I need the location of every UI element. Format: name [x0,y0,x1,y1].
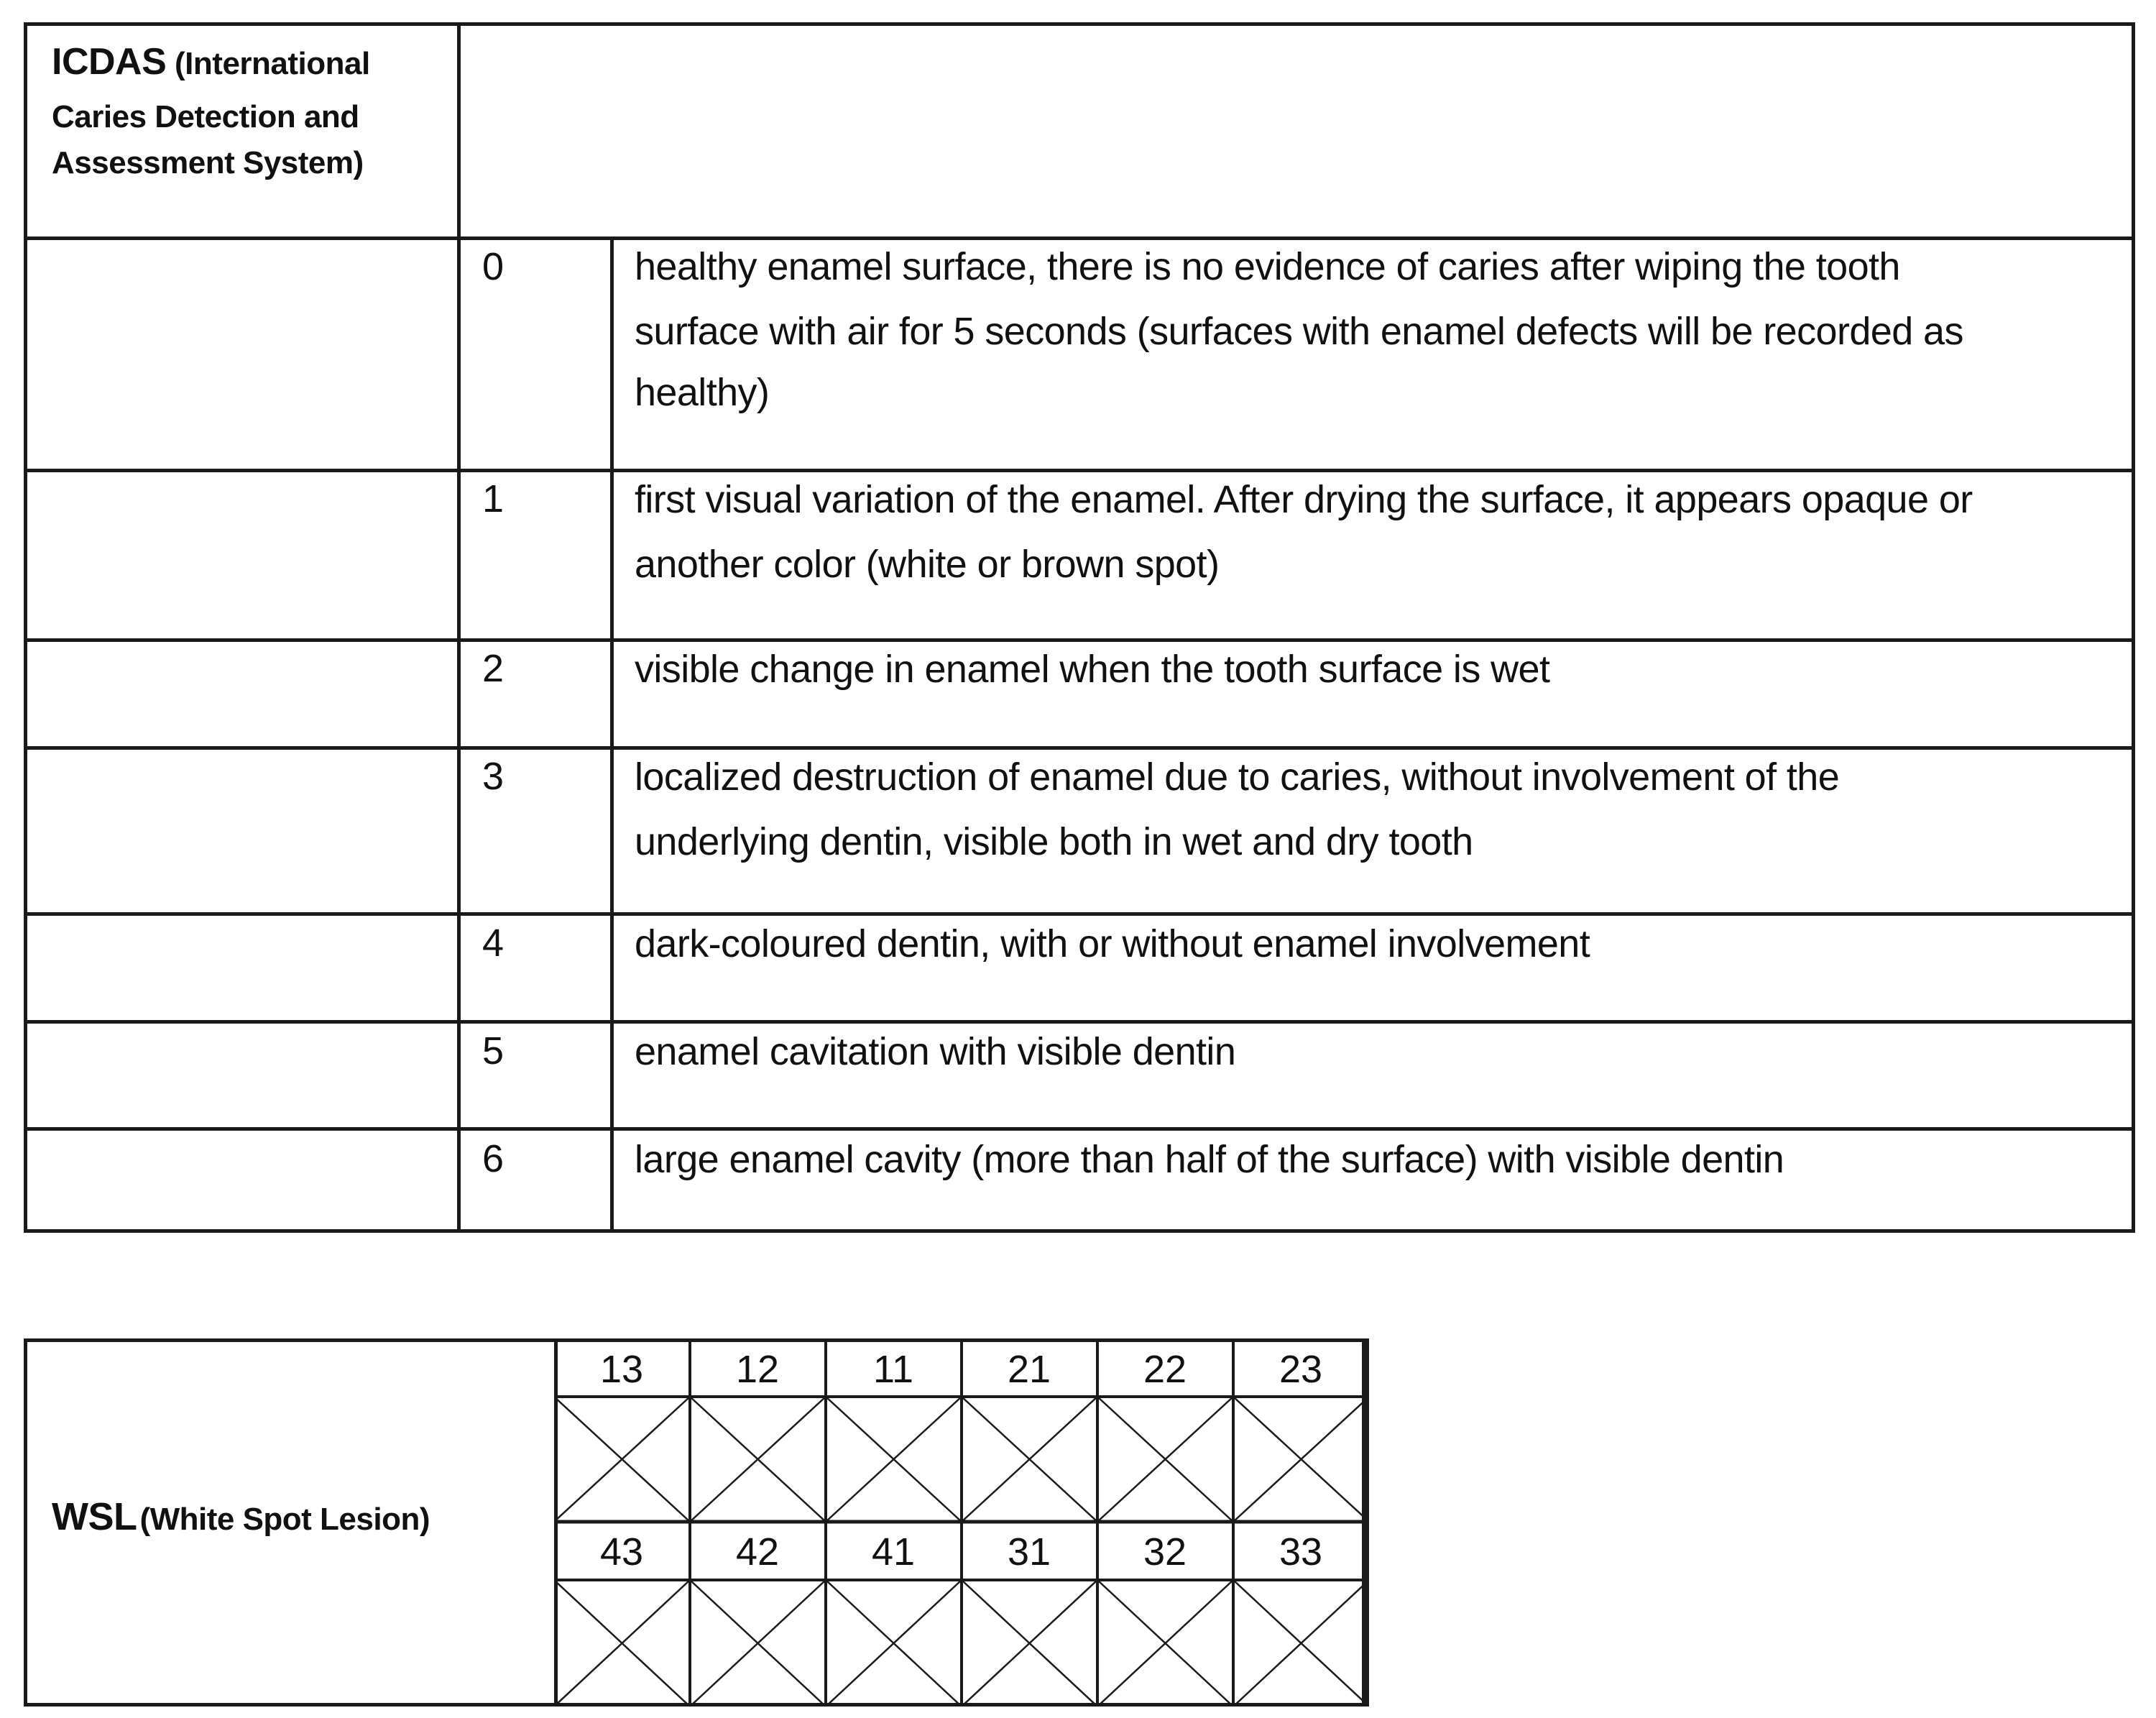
icdas-description-line: enamel cavitation with visible dentin [635,1030,1236,1073]
icdas-description-line: underlying dentin, visible both in wet and dry tooth [635,820,1473,863]
icdas-score: 2 [482,647,505,690]
icdas-col-divider-2 [610,240,614,1229]
icdas-score: 0 [482,245,505,288]
icdas-title-line3: Assessment System) [52,145,364,180]
wsl-label-acronym: WSL [52,1495,137,1538]
tooth-number-upper: 21 [1007,1348,1051,1391]
tooth-number-upper: 23 [1279,1348,1323,1391]
icdas-header-title [52,32,440,193]
icdas-description [635,1019,2137,1084]
wsl-label-expansion: (White Spot Lesion) [139,1502,430,1537]
tooth-number-lower: 42 [735,1530,780,1574]
tooth-number-lower: 41 [871,1530,916,1574]
icdas-description [635,745,2137,874]
icdas-description-line: another color (white or brown spot) [635,543,1220,586]
icdas-description-line: dark-coloured dentin, with or without enamel involvement [635,922,1590,965]
icdas-score: 4 [482,922,505,965]
tooth-number-lower: 43 [599,1530,644,1574]
icdas-score: 5 [482,1029,505,1072]
icdas-score: 1 [482,477,505,520]
wsl-table [24,1338,1365,1706]
tooth-number-lower: 32 [1143,1530,1187,1574]
icdas-description-line: healthy enamel surface, there is no evidence of caries after wiping the tooth [635,245,1900,288]
icdas-description [635,1127,2137,1192]
tooth-number-upper: 22 [1143,1348,1187,1391]
icdas-col-divider-1 [457,26,461,1229]
tooth-number-upper: 12 [735,1348,780,1391]
icdas-description [635,911,2137,976]
icdas-description-line: first visual variation of the enamel. After drying the surface, it appears opaque or [635,478,1973,521]
tooth-number-lower: 33 [1279,1530,1323,1574]
wsl-tooth-grid [554,1338,1369,1706]
icdas-score: 3 [482,755,505,798]
icdas-title-acronym: ICDAS [52,41,167,83]
icdas-title-expansion: (International [175,46,370,81]
tooth-number-upper: 11 [872,1348,914,1391]
icdas-description-line: healthy) [635,371,770,414]
icdas-description-line: large enamel cavity (more than half of the surface) with visible dentin [635,1138,1784,1181]
tooth-number-upper: 13 [599,1348,644,1391]
icdas-table [24,22,2135,1233]
wsl-label [52,1494,430,1539]
icdas-title-line2: Caries Detection and [52,99,359,134]
icdas-score: 6 [482,1137,505,1180]
icdas-description [635,234,2137,425]
icdas-description-line: visible change in enamel when the tooth surface is wet [635,648,1550,691]
icdas-description-line: localized destruction of enamel due to caries, without involvement of the [635,755,1840,799]
tooth-number-lower: 31 [1007,1530,1051,1574]
icdas-description [635,467,2137,597]
icdas-description-line: surface with air for 5 seconds (surfaces with enamel defects will be recorded as [635,310,1963,353]
icdas-description [635,637,2137,702]
